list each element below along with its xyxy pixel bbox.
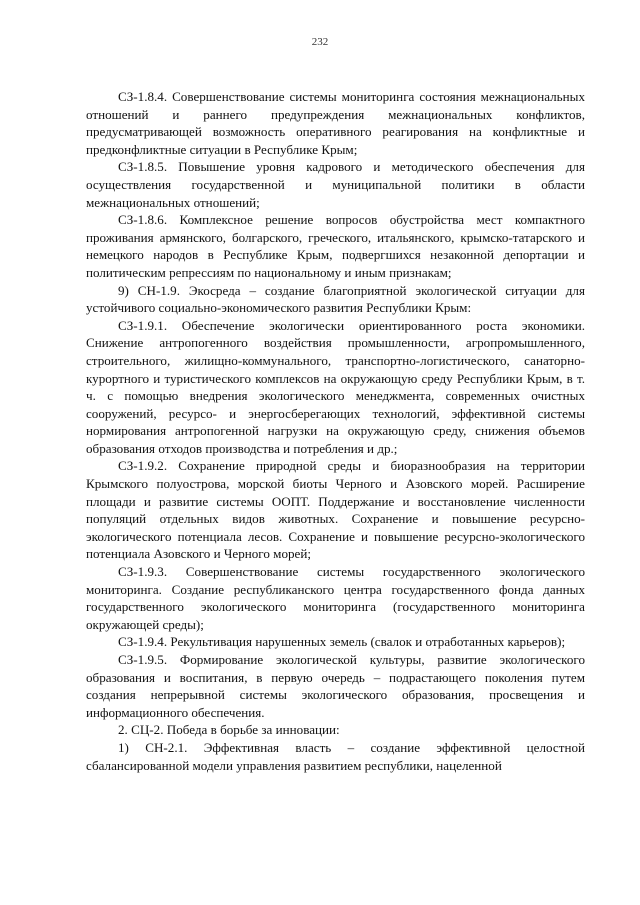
paragraph: СЗ-1.9.5. Формирование экологической культуры, развитие экологического образования и воспитания, в первую очередь – подрастающего поколения путем создания непрерывной системы экологического образования, просвещения и информационного обеспечения. xyxy=(86,652,585,720)
paragraph: СЗ-1.9.4. Рекультивация нарушенных земель (свалок и отработанных карьеров); xyxy=(118,634,566,650)
paragraph: СЗ-1.9.3. Совершенствование системы государственного экологического мониторинга. Создание республиканского центра государственного фонда данных государственного экологического мониторинга (государственного мониторинга окружающей среды); xyxy=(86,564,585,632)
paragraph: 2. СЦ-2. Победа в борьбе за инновации: xyxy=(118,722,340,738)
page-number: 232 xyxy=(311,36,329,48)
body-text xyxy=(86,88,585,774)
paragraph: 9) СН-1.9. Экосреда – создание благоприятной экологической ситуации для устойчивого социально-экономического развития Республики Крым: xyxy=(86,282,585,316)
paragraph: СЗ-1.9.2. Сохранение природной среды и биоразнообразия на территории Крымского полуострова, морской биоты Черного и Азовского морей. Расширение площади и развитие системы ООПТ. Поддержание и восстановление численности популяций отдельных видов животных. Сохранение и повышение ресурсно-экологического потенциала лесов. Сохранение и повышение ресурсно-экологического потенциала Азовского и Черного морей; xyxy=(86,458,585,562)
paragraph: СЗ-1.8.6. Комплексное решение вопросов обустройства мест компактного проживания армянского, болгарского, греческого, итальянского, крымско-татарского и немецкого народов в Республике Крым, подвергшихся незаконной депортации и политическим репрессиям по национальному и иным признакам; xyxy=(86,212,585,280)
paragraph: СЗ-1.8.4. Совершенствование системы мониторинга состояния межнациональных отношений и раннего предупреждения межнациональных конфликтов, предусматривающей возможность оперативного реагирования на конфликтные и предконфликтные ситуации в Республике Крым; xyxy=(86,89,585,157)
paragraph: СЗ-1.8.5. Повышение уровня кадрового и методического обеспечения для осуществления государственной и муниципальной политики в области межнациональных отношений; xyxy=(86,159,585,210)
paragraph: 1) СН-2.1. Эффективная власть – создание эффективной целостной сбалансированной модели управления развитием республики, нацеленной xyxy=(86,739,585,773)
paragraph: СЗ-1.9.1. Обеспечение экологически ориентированного роста экономики. Снижение антропогенного воздействия промышленности, агропромышленного, строительного, жилищно-коммунального, транспортно-логистического, санаторно-курортного и туристического комплексов на окружающую среду Республики Крым, в т. ч. с помощью внедрения экологического менеджмента, современных очистных сооружений, ресурсо- и энергосберегающих технологий, эффективной системы нормирования антропогенной нагрузки на окружающую среду, снижения объемов образования отходов производства и потребления и др.; xyxy=(86,317,585,456)
